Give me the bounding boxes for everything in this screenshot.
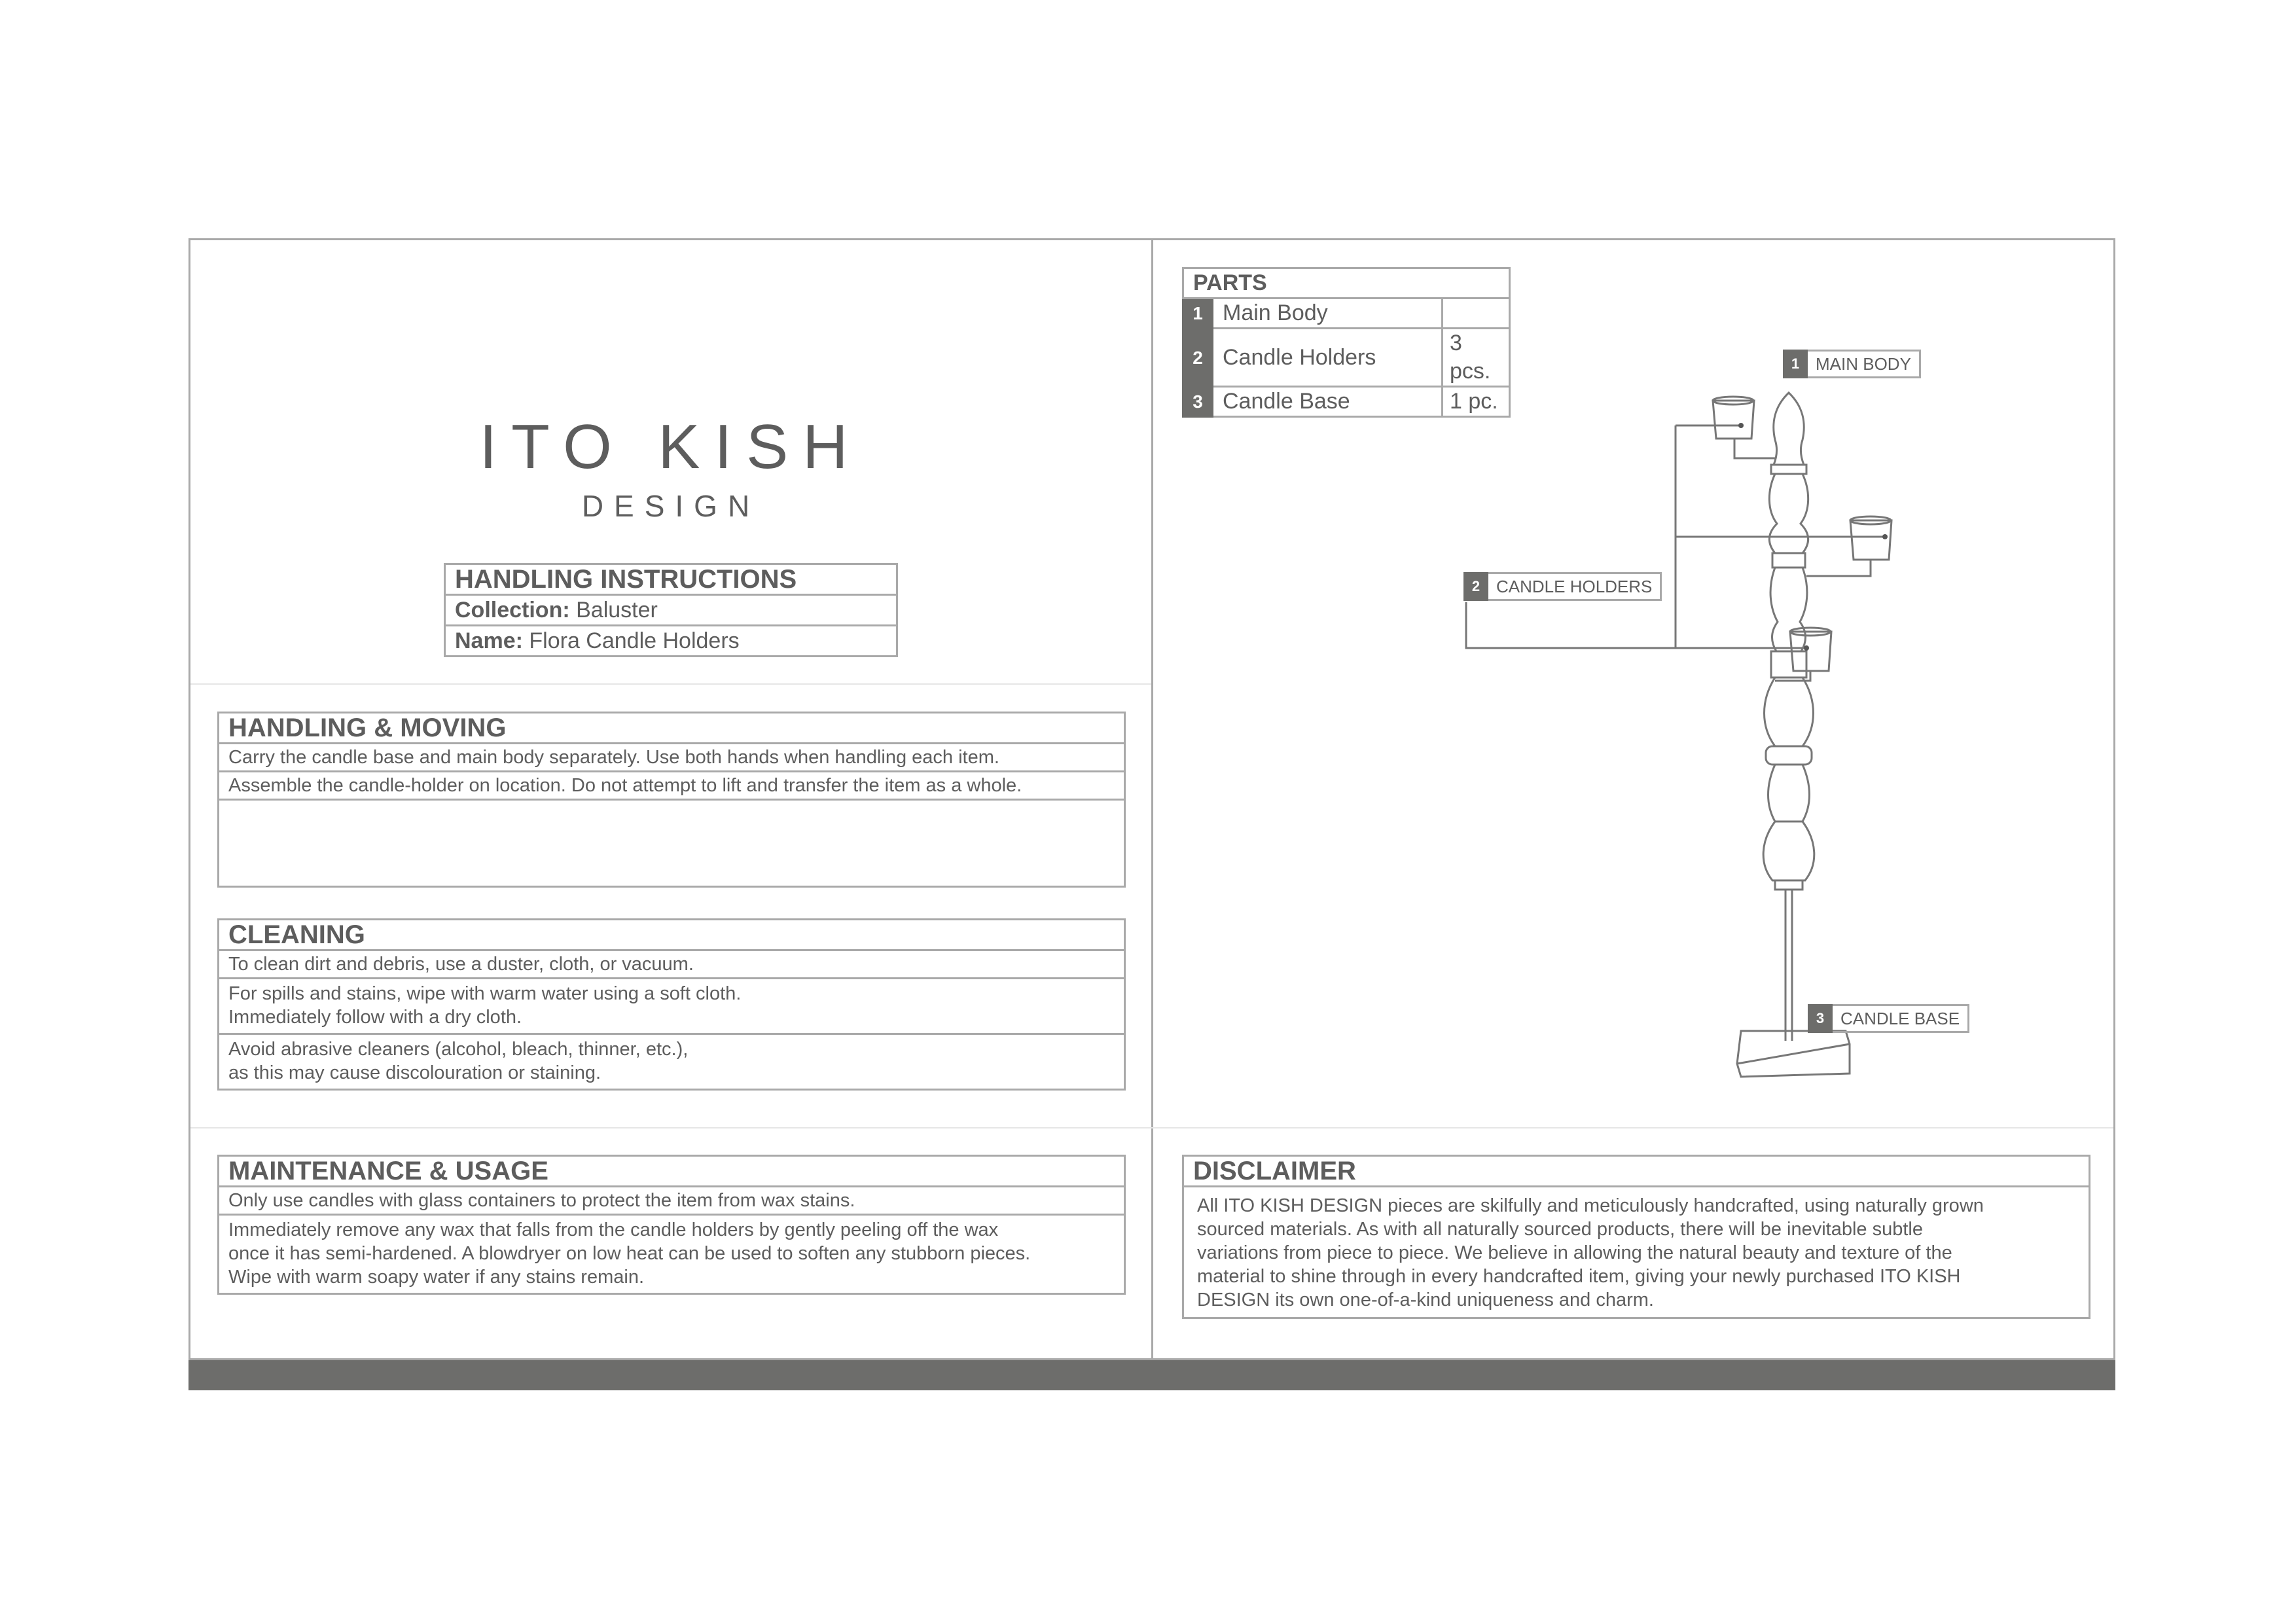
info-title: HANDLING INSTRUCTIONS [445,564,897,595]
part-name: Main Body [1213,298,1443,329]
part-number: 1 [1183,298,1213,329]
callout-main-body [1783,350,1921,378]
disclaimer-body [1183,1187,2090,1318]
cleaning-line-2b: Immediately follow with a dry cloth. [228,1007,522,1028]
callout-label: CANDLE HOLDERS [1488,572,1662,601]
handling-line: Carry the candle base and main body separately. Use both hands when handling each item. [219,744,1125,772]
candle-holders-leader-line [1466,602,1676,648]
callout-label: CANDLE BASE [1833,1004,1969,1033]
disclaimer-line: DESIGN its own one-of-a-kind uniqueness and charm. [1197,1290,1654,1310]
maintenance-title: MAINTENANCE & USAGE [219,1156,1125,1187]
disclaimer-line: variations from piece to piece. We believe in allowing the natural beauty and texture of the [1197,1242,1952,1263]
disclaimer-line: sourced materials. As with all naturally sourced products, there will be inevitable subtle [1197,1219,1923,1240]
callout-number: 1 [1783,350,1808,378]
maintenance-line-2a: Immediately remove any wax that falls from the candle holders by gently peeling off the wax [228,1219,999,1240]
collection-value: Baluster [576,598,658,623]
part-number: 2 [1183,329,1213,387]
part-name: Candle Base [1213,387,1443,417]
part-quantity: 3 pcs. [1443,329,1510,387]
callout-candle-base [1808,1004,1969,1033]
cleaning-line: To clean dirt and debris, use a duster, cloth, or vacuum. [219,950,1125,979]
brand-logo-title: ITO KISH [479,412,863,482]
callout-number: 2 [1463,572,1488,601]
candle-cup [1713,401,1754,439]
part-quantity: 1 pc. [1443,387,1510,417]
handling-title: HANDLING & MOVING [219,713,1125,744]
callout-number: 3 [1808,1004,1833,1033]
disclaimer-line: All ITO KISH DESIGN pieces are skilfully and meticulously handcrafted, using naturally grown [1197,1195,1984,1216]
disclaimer-section [1182,1155,2090,1319]
maintenance-line: Only use candles with glass containers to protect the item from wax stains. [219,1187,1125,1215]
disclaimer-line: material to shine through in every handcrafted item, giving your newly purchased ITO KISH [1197,1266,1961,1287]
parts-title: PARTS [1183,268,1510,298]
callout-candle-holders [1463,572,1662,601]
cleaning-line-2a: For spills and stains, wipe with warm water using a soft cloth. [228,983,742,1004]
cleaning-title: CLEANING [219,920,1125,950]
maintenance-line-2c: Wipe with warm soapy water if any stains remain. [228,1267,644,1288]
part-number: 3 [1183,387,1213,417]
maintenance-line-2b: once it has semi-hardened. A blowdryer on low heat can be used to soften any stubborn pieces. [228,1243,1031,1264]
name-value: Flora Candle Holders [529,628,740,653]
column-finial [1774,393,1804,465]
part-name: Candle Holders [1213,329,1443,387]
name-label: Name: [455,628,523,653]
collection-label: Collection: [455,598,570,623]
handling-line: Assemble the candle-holder on location. Do not attempt to lift and transfer the item as a whole. [219,772,1125,800]
cleaning-line-3a: Avoid abrasive cleaners (alcohol, bleach, thinner, etc.), [228,1039,689,1060]
cleaning-line-3b: as this may cause discolouration or staining. [228,1062,601,1083]
callout-label: MAIN BODY [1808,350,1921,378]
brand-logo-subtitle: DESIGN [581,489,761,523]
disclaimer-title: DISCLAIMER [1183,1156,2090,1187]
candle-cup [1850,520,1892,560]
